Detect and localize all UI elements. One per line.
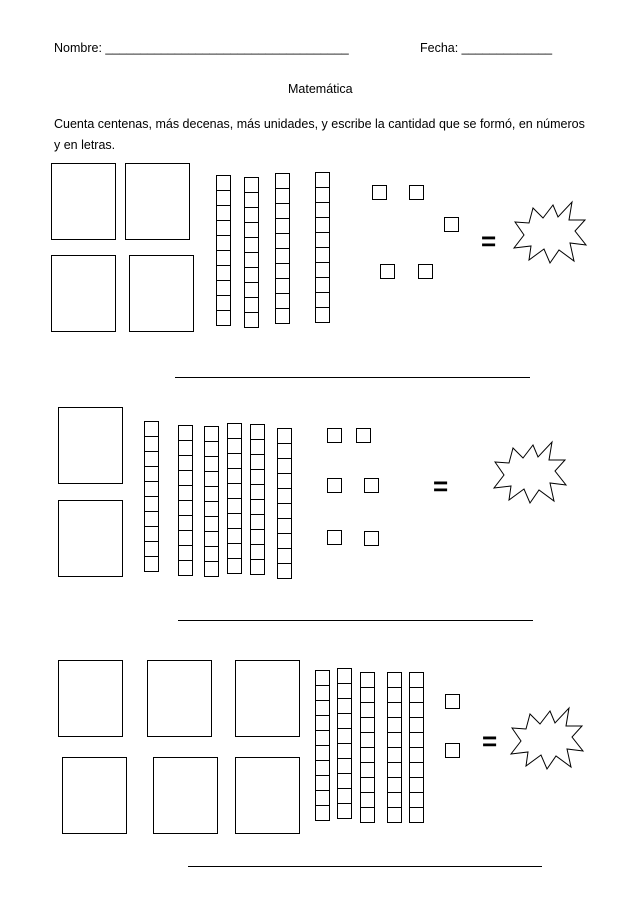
hundred-block xyxy=(147,660,212,737)
unit-cube xyxy=(327,428,342,443)
ten-rod xyxy=(387,672,402,823)
hundred-block xyxy=(51,163,116,240)
ten-rod xyxy=(216,175,231,326)
ten-rod xyxy=(227,423,242,574)
hundred-block xyxy=(51,255,116,332)
unit-cube xyxy=(445,694,460,709)
unit-cube xyxy=(445,743,460,758)
unit-cube xyxy=(364,478,379,493)
ten-rod xyxy=(315,172,330,323)
unit-cube xyxy=(327,478,342,493)
equals-sign: = xyxy=(481,226,497,256)
equals-sign: = xyxy=(433,471,449,501)
ten-rod xyxy=(277,428,292,579)
instructions-text: Cuenta centenas, más decenas, más unidades, y escribe la cantidad que se formó, en números y en letras. xyxy=(54,117,585,152)
unit-cube xyxy=(380,264,395,279)
unit-cube xyxy=(418,264,433,279)
hundred-block xyxy=(58,407,123,484)
hundred-block xyxy=(153,757,218,834)
page-title: Matemática xyxy=(288,82,353,96)
answer-line[interactable] xyxy=(178,620,533,621)
ten-rod xyxy=(337,668,352,819)
name-field-label: Nombre: ___________________________________ xyxy=(54,41,349,55)
answer-line[interactable] xyxy=(175,377,530,378)
ten-rod xyxy=(144,421,159,572)
ten-rod xyxy=(178,425,193,576)
unit-cube xyxy=(327,530,342,545)
answer-burst-icon[interactable] xyxy=(492,440,568,506)
ten-rod xyxy=(409,672,424,823)
unit-cube xyxy=(409,185,424,200)
ten-rod xyxy=(244,177,259,328)
hundred-block xyxy=(125,163,190,240)
hundred-block xyxy=(62,757,127,834)
hundred-block xyxy=(129,255,194,332)
ten-rod xyxy=(360,672,375,823)
ten-rod xyxy=(204,426,219,577)
ten-rod xyxy=(275,173,290,324)
answer-burst-icon[interactable] xyxy=(509,706,585,772)
hundred-block xyxy=(58,500,123,577)
ten-rod xyxy=(315,670,330,821)
unit-cube xyxy=(364,531,379,546)
equals-sign: = xyxy=(482,726,498,756)
unit-cube xyxy=(444,217,459,232)
hundred-block xyxy=(58,660,123,737)
date-field-label: Fecha: _____________ xyxy=(420,41,553,55)
hundred-block xyxy=(235,660,300,737)
answer-line[interactable] xyxy=(188,866,542,867)
unit-cube xyxy=(372,185,387,200)
answer-burst-icon[interactable] xyxy=(512,200,588,266)
unit-cube xyxy=(356,428,371,443)
ten-rod xyxy=(250,424,265,575)
hundred-block xyxy=(235,757,300,834)
